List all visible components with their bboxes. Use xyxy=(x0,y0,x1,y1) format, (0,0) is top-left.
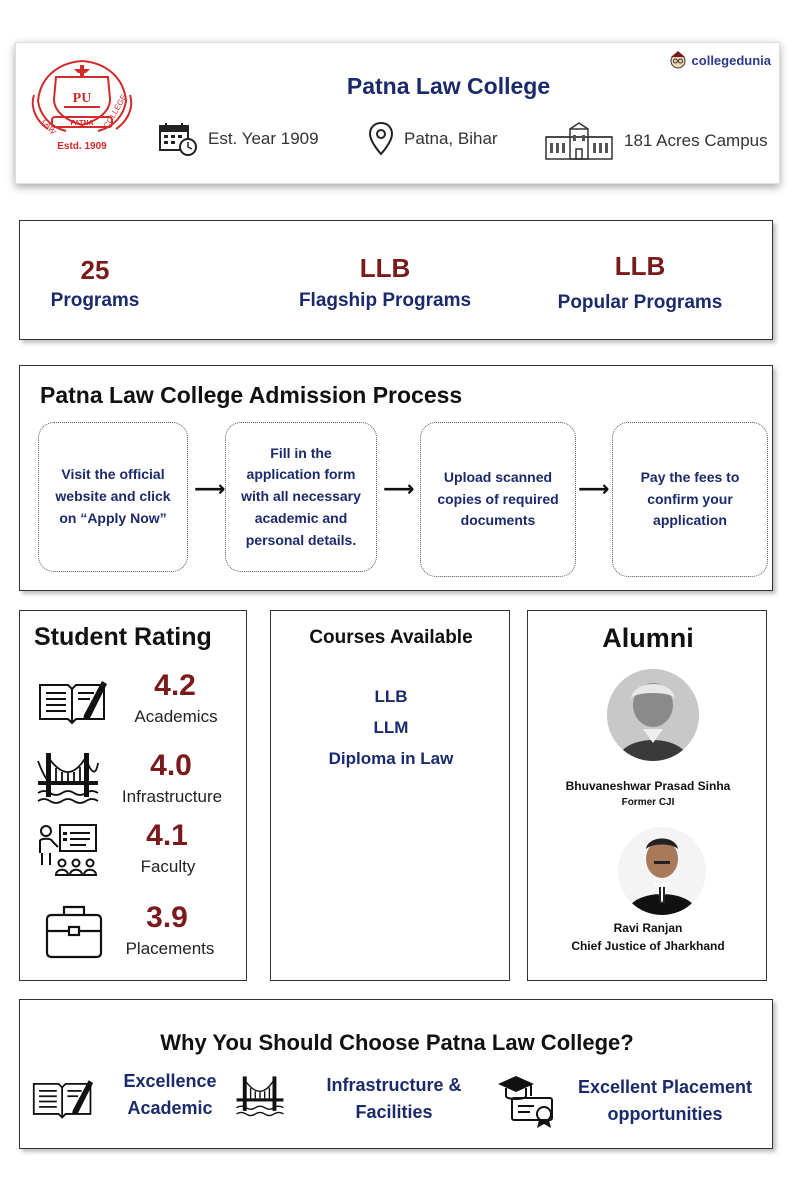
stat-label: Programs xyxy=(50,290,140,311)
college-header-card xyxy=(15,42,780,184)
why-title: Why You Should Choose Patna Law College? xyxy=(160,1030,634,1055)
svg-text:PATNA: PATNA xyxy=(70,120,94,127)
alumni-photo xyxy=(607,669,699,761)
course-item: LLM xyxy=(373,718,409,737)
arrow-right-icon: ⟶ xyxy=(194,476,226,501)
course-item: LLB xyxy=(374,687,408,706)
bridge-icon xyxy=(36,751,100,805)
alumni-title: Alumni xyxy=(602,623,694,653)
courses-title: Courses Available xyxy=(309,627,473,648)
bridge-icon xyxy=(235,1074,285,1118)
stat-popular xyxy=(540,251,740,314)
svg-text:COLLEGE: COLLEGE xyxy=(101,92,129,130)
brand-name: collegedunia xyxy=(691,52,771,68)
rating-value: 4.0 xyxy=(150,749,192,782)
admission-step-1: Visit the official website and click on “Apply Now” xyxy=(38,422,188,572)
book-icon xyxy=(38,677,108,725)
arrow-right-icon: ⟶ xyxy=(383,476,415,501)
college-logo xyxy=(26,55,138,155)
calendar-clock-icon xyxy=(158,121,198,157)
rating-value: 4.1 xyxy=(146,819,188,852)
admission-step-2: Fill in the application form with all necessary academic and personal details. xyxy=(225,422,377,572)
location-text: Patna, Bihar xyxy=(404,129,498,148)
why-choose-panel xyxy=(19,999,773,1149)
alumni-name: Ravi Ranjan xyxy=(613,921,683,935)
alumni-name: Bhuvaneshwar Prasad Sinha xyxy=(565,779,731,793)
alumni-photo xyxy=(618,827,706,915)
alumni-role: Former CJI xyxy=(621,797,675,808)
collegedunia-brand[interactable] xyxy=(668,49,771,71)
arrow-right-icon: ⟶ xyxy=(578,476,610,501)
why-item-label: Excellent Placement opportunities xyxy=(577,1077,753,1124)
rating-label: Infrastructure xyxy=(121,787,223,806)
course-item: Diploma in Law xyxy=(328,749,454,768)
admission-process-panel xyxy=(19,365,773,591)
stat-programs xyxy=(40,255,150,312)
program-stats-panel xyxy=(19,220,773,340)
rating-label: Placements xyxy=(125,939,215,958)
teacher-icon xyxy=(36,823,100,877)
svg-text:PU: PU xyxy=(72,91,92,106)
briefcase-icon xyxy=(44,903,104,961)
admission-step-4: Pay the fees to confirm your application xyxy=(612,422,768,577)
admission-step-3: Upload scanned copies of required documents xyxy=(420,422,576,577)
campus-size xyxy=(544,121,768,161)
svg-text:LAW: LAW xyxy=(40,116,58,137)
campus-size-text: 181 Acres Campus xyxy=(624,131,768,150)
alumni-role: Chief Justice of Jharkhand xyxy=(571,939,725,953)
alumni-panel xyxy=(527,610,767,981)
rating-title: Student Rating xyxy=(34,623,212,651)
rating-value: 3.9 xyxy=(146,901,188,934)
why-item-label: Excellence Academic xyxy=(123,1071,217,1118)
admission-title: Patna Law College Admission Process xyxy=(40,382,463,408)
established-year-text: Est. Year 1909 xyxy=(208,129,319,148)
book-icon xyxy=(32,1076,94,1120)
why-item-label: Infrastructure & Facilities xyxy=(326,1075,462,1122)
college-title: Patna Law College xyxy=(346,73,551,99)
stat-value: 25 xyxy=(80,255,110,285)
rating-label: Faculty xyxy=(140,857,196,876)
stat-flagship xyxy=(270,253,500,312)
courses-panel xyxy=(270,610,510,981)
mascot-icon xyxy=(668,49,688,71)
stat-value: LLB xyxy=(359,253,411,283)
campus-building-icon xyxy=(544,121,614,161)
stat-value: LLB xyxy=(614,251,666,281)
established-year xyxy=(158,121,319,157)
svg-text:Estd. 1909: Estd. 1909 xyxy=(57,141,107,152)
location xyxy=(368,121,498,157)
graduation-certificate-icon xyxy=(494,1072,560,1128)
stat-label: Popular Programs xyxy=(557,292,723,313)
location-pin-icon xyxy=(368,121,394,157)
rating-value: 4.2 xyxy=(154,669,196,702)
rating-label: Academics xyxy=(134,707,218,726)
student-rating-panel xyxy=(19,610,247,981)
stat-label: Flagship Programs xyxy=(298,290,472,311)
